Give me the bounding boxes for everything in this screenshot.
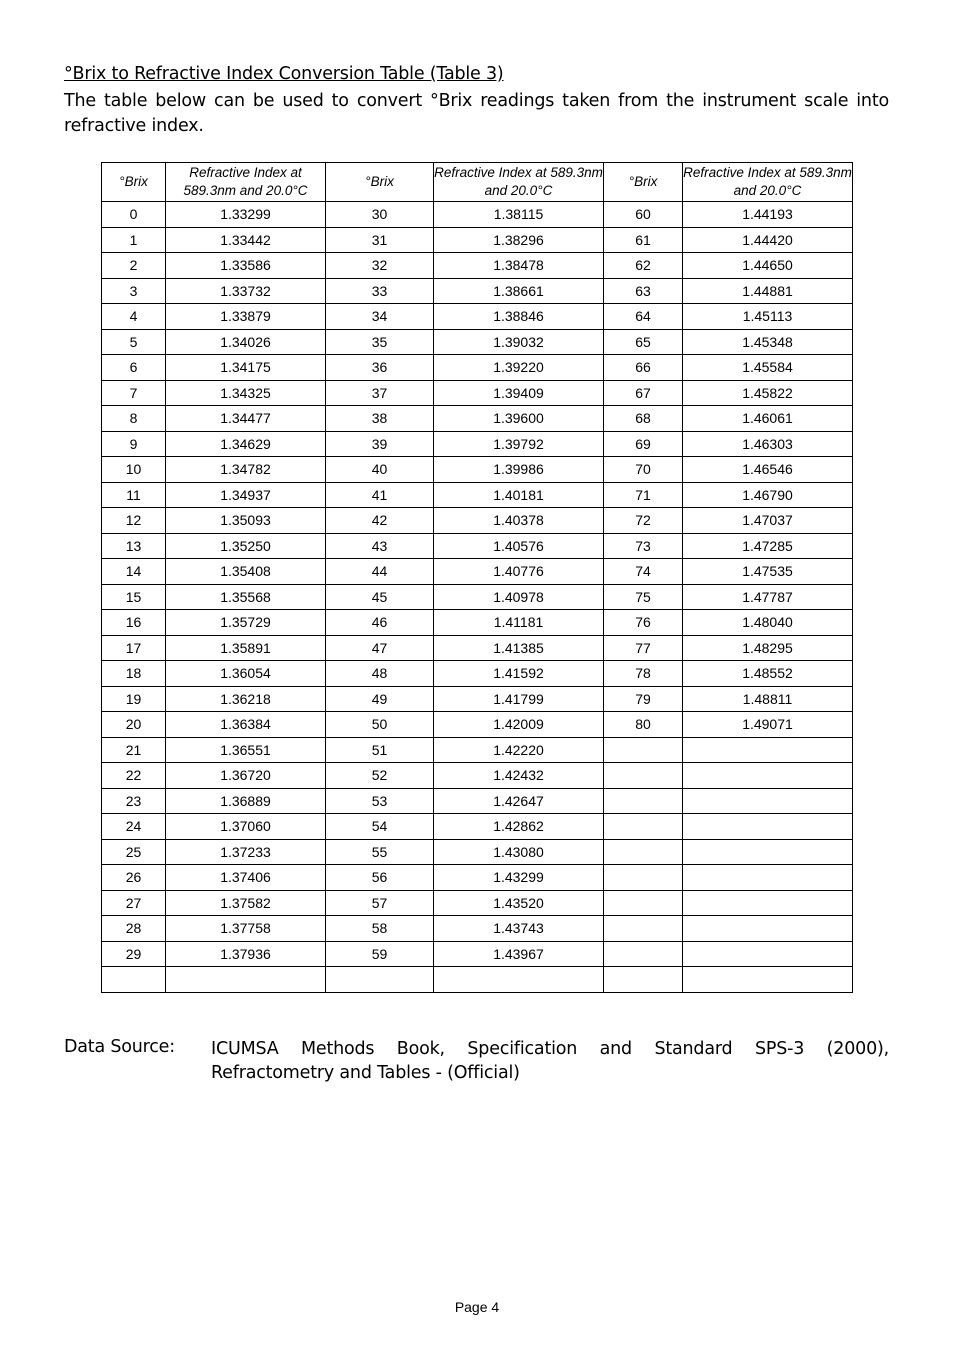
table-row: [102, 814, 853, 840]
brix-cell: 2: [102, 253, 166, 279]
brix-cell: 58: [326, 916, 434, 942]
table-row: [102, 202, 853, 228]
brix-cell: 61: [604, 227, 683, 253]
table-row: [102, 712, 853, 738]
table-row: [102, 253, 853, 279]
brix-cell: 68: [604, 406, 683, 432]
brix-cell: 32: [326, 253, 434, 279]
refractive-index-cell: [683, 941, 853, 967]
refractive-index-cell: 1.34782: [166, 457, 326, 483]
table-row: [102, 635, 853, 661]
refractive-index-cell: [683, 814, 853, 840]
brix-cell: [604, 788, 683, 814]
brix-cell: [102, 967, 166, 993]
brix-conversion-table: [101, 162, 853, 993]
intro-paragraph: The table below can be used to convert °Brix readings taken from the instrument scale into refractive index.: [64, 91, 889, 136]
refractive-index-cell: 1.39600: [434, 406, 604, 432]
page-title: °Brix to Refractive Index Conversion Table (Table 3): [64, 64, 504, 84]
refractive-index-cell: [683, 890, 853, 916]
brix-cell: 44: [326, 559, 434, 585]
brix-cell: 40: [326, 457, 434, 483]
refractive-index-cell: 1.41385: [434, 635, 604, 661]
refractive-index-cell: 1.43520: [434, 890, 604, 916]
refractive-index-cell: 1.42862: [434, 814, 604, 840]
brix-cell: 57: [326, 890, 434, 916]
brix-cell: 34: [326, 304, 434, 330]
brix-cell: 20: [102, 712, 166, 738]
refractive-index-cell: 1.39409: [434, 380, 604, 406]
brix-cell: 62: [604, 253, 683, 279]
refractive-index-cell: 1.42432: [434, 763, 604, 789]
refractive-index-cell: [166, 967, 326, 993]
brix-cell: 63: [604, 278, 683, 304]
refractive-index-cell: [434, 967, 604, 993]
refractive-index-cell: [683, 967, 853, 993]
brix-cell: 23: [102, 788, 166, 814]
brix-cell: 41: [326, 482, 434, 508]
refractive-index-cell: 1.45348: [683, 329, 853, 355]
brix-cell: 7: [102, 380, 166, 406]
refractive-index-cell: 1.40576: [434, 533, 604, 559]
refractive-index-cell: 1.36889: [166, 788, 326, 814]
table-row: [102, 457, 853, 483]
brix-cell: 45: [326, 584, 434, 610]
refractive-index-cell: 1.40978: [434, 584, 604, 610]
table-row: [102, 941, 853, 967]
header-refractive-index: Refractive Index at 589.3nm and 20.0°C: [166, 163, 326, 202]
brix-cell: 25: [102, 839, 166, 865]
brix-cell: 77: [604, 635, 683, 661]
refractive-index-cell: 1.48040: [683, 610, 853, 636]
brix-cell: [604, 916, 683, 942]
brix-cell: 46: [326, 610, 434, 636]
brix-cell: 9: [102, 431, 166, 457]
refractive-index-cell: 1.34937: [166, 482, 326, 508]
brix-cell: 75: [604, 584, 683, 610]
table-row: [102, 380, 853, 406]
brix-cell: 31: [326, 227, 434, 253]
table-row: [102, 916, 853, 942]
refractive-index-cell: 1.35891: [166, 635, 326, 661]
brix-cell: [326, 967, 434, 993]
brix-cell: 18: [102, 661, 166, 687]
brix-cell: 42: [326, 508, 434, 534]
header-brix: °Brix: [102, 163, 166, 202]
refractive-index-cell: 1.40776: [434, 559, 604, 585]
refractive-index-cell: 1.36218: [166, 686, 326, 712]
brix-cell: 80: [604, 712, 683, 738]
refractive-index-cell: 1.34026: [166, 329, 326, 355]
brix-cell: 78: [604, 661, 683, 687]
table-row: [102, 686, 853, 712]
table-row: [102, 865, 853, 891]
refractive-index-cell: 1.34477: [166, 406, 326, 432]
brix-cell: 27: [102, 890, 166, 916]
refractive-index-cell: 1.40181: [434, 482, 604, 508]
brix-cell: 65: [604, 329, 683, 355]
refractive-index-cell: 1.33879: [166, 304, 326, 330]
brix-cell: 35: [326, 329, 434, 355]
brix-cell: 76: [604, 610, 683, 636]
brix-cell: 71: [604, 482, 683, 508]
refractive-index-cell: 1.35250: [166, 533, 326, 559]
refractive-index-cell: 1.41592: [434, 661, 604, 687]
refractive-index-cell: [683, 763, 853, 789]
refractive-index-cell: [683, 788, 853, 814]
refractive-index-cell: 1.33442: [166, 227, 326, 253]
table-row: [102, 329, 853, 355]
refractive-index-cell: 1.39220: [434, 355, 604, 381]
brix-cell: [604, 941, 683, 967]
brix-cell: [604, 865, 683, 891]
brix-cell: 21: [102, 737, 166, 763]
header-refractive-index: Refractive Index at 589.3nm and 20.0°C: [434, 163, 604, 202]
refractive-index-cell: 1.48811: [683, 686, 853, 712]
refractive-index-cell: 1.34175: [166, 355, 326, 381]
refractive-index-cell: 1.45822: [683, 380, 853, 406]
table-header-row: [102, 163, 853, 202]
brix-cell: 36: [326, 355, 434, 381]
refractive-index-cell: 1.37060: [166, 814, 326, 840]
brix-cell: 47: [326, 635, 434, 661]
brix-cell: [604, 737, 683, 763]
table-row: [102, 482, 853, 508]
refractive-index-cell: 1.41181: [434, 610, 604, 636]
refractive-index-cell: 1.35408: [166, 559, 326, 585]
header-brix: °Brix: [326, 163, 434, 202]
brix-cell: 26: [102, 865, 166, 891]
refractive-index-cell: 1.33732: [166, 278, 326, 304]
refractive-index-cell: 1.37406: [166, 865, 326, 891]
brix-cell: 1: [102, 227, 166, 253]
table-row: [102, 278, 853, 304]
brix-cell: [604, 839, 683, 865]
header-brix: °Brix: [604, 163, 683, 202]
brix-cell: 29: [102, 941, 166, 967]
refractive-index-cell: 1.38115: [434, 202, 604, 228]
refractive-index-cell: [683, 737, 853, 763]
brix-cell: 19: [102, 686, 166, 712]
table-body: [102, 202, 853, 993]
table-row: [102, 584, 853, 610]
brix-cell: 11: [102, 482, 166, 508]
brix-cell: 15: [102, 584, 166, 610]
brix-cell: 48: [326, 661, 434, 687]
refractive-index-cell: 1.40378: [434, 508, 604, 534]
refractive-index-cell: 1.43299: [434, 865, 604, 891]
brix-cell: 56: [326, 865, 434, 891]
refractive-index-cell: 1.46061: [683, 406, 853, 432]
refractive-index-cell: 1.35093: [166, 508, 326, 534]
table-row: [102, 355, 853, 381]
refractive-index-cell: 1.34325: [166, 380, 326, 406]
refractive-index-cell: 1.44420: [683, 227, 853, 253]
brix-cell: 60: [604, 202, 683, 228]
table-row: [102, 610, 853, 636]
refractive-index-cell: 1.38846: [434, 304, 604, 330]
brix-cell: 16: [102, 610, 166, 636]
refractive-index-cell: 1.47787: [683, 584, 853, 610]
brix-cell: 13: [102, 533, 166, 559]
brix-cell: 6: [102, 355, 166, 381]
brix-cell: 37: [326, 380, 434, 406]
refractive-index-cell: 1.38478: [434, 253, 604, 279]
table-row: [102, 967, 853, 993]
refractive-index-cell: 1.45584: [683, 355, 853, 381]
brix-cell: 74: [604, 559, 683, 585]
brix-cell: 22: [102, 763, 166, 789]
refractive-index-cell: 1.48552: [683, 661, 853, 687]
brix-cell: [604, 763, 683, 789]
brix-cell: 14: [102, 559, 166, 585]
refractive-index-cell: 1.42009: [434, 712, 604, 738]
refractive-index-cell: 1.36054: [166, 661, 326, 687]
brix-cell: 59: [326, 941, 434, 967]
brix-cell: 5: [102, 329, 166, 355]
brix-cell: 64: [604, 304, 683, 330]
refractive-index-cell: 1.38661: [434, 278, 604, 304]
table-row: [102, 559, 853, 585]
brix-cell: 53: [326, 788, 434, 814]
brix-cell: 3: [102, 278, 166, 304]
refractive-index-cell: 1.46546: [683, 457, 853, 483]
refractive-index-cell: [683, 865, 853, 891]
brix-cell: 50: [326, 712, 434, 738]
brix-cell: 38: [326, 406, 434, 432]
table-row: [102, 737, 853, 763]
refractive-index-cell: 1.43080: [434, 839, 604, 865]
refractive-index-cell: 1.47037: [683, 508, 853, 534]
refractive-index-cell: 1.49071: [683, 712, 853, 738]
refractive-index-cell: 1.36551: [166, 737, 326, 763]
table-row: [102, 661, 853, 687]
refractive-index-cell: 1.37936: [166, 941, 326, 967]
page-number: Page 4: [454, 1299, 500, 1315]
table-row: [102, 431, 853, 457]
brix-cell: 51: [326, 737, 434, 763]
refractive-index-cell: 1.34629: [166, 431, 326, 457]
brix-cell: 79: [604, 686, 683, 712]
brix-cell: 49: [326, 686, 434, 712]
table-row: [102, 304, 853, 330]
table-row: [102, 763, 853, 789]
refractive-index-cell: [683, 916, 853, 942]
table-row: [102, 508, 853, 534]
brix-cell: 67: [604, 380, 683, 406]
table-row: [102, 533, 853, 559]
refractive-index-cell: 1.47285: [683, 533, 853, 559]
table-row: [102, 839, 853, 865]
refractive-index-cell: 1.42220: [434, 737, 604, 763]
refractive-index-cell: 1.46303: [683, 431, 853, 457]
brix-cell: 8: [102, 406, 166, 432]
refractive-index-cell: 1.44881: [683, 278, 853, 304]
brix-cell: 24: [102, 814, 166, 840]
table-row: [102, 227, 853, 253]
refractive-index-cell: 1.48295: [683, 635, 853, 661]
refractive-index-cell: 1.33299: [166, 202, 326, 228]
refractive-index-cell: 1.39986: [434, 457, 604, 483]
brix-cell: 28: [102, 916, 166, 942]
refractive-index-cell: 1.37582: [166, 890, 326, 916]
refractive-index-cell: 1.41799: [434, 686, 604, 712]
brix-cell: 17: [102, 635, 166, 661]
refractive-index-cell: 1.46790: [683, 482, 853, 508]
brix-cell: 73: [604, 533, 683, 559]
brix-cell: 69: [604, 431, 683, 457]
brix-cell: 55: [326, 839, 434, 865]
data-source-label: Data Source:: [64, 1037, 175, 1057]
refractive-index-cell: 1.42647: [434, 788, 604, 814]
refractive-index-cell: 1.37233: [166, 839, 326, 865]
refractive-index-cell: 1.37758: [166, 916, 326, 942]
refractive-index-cell: 1.39792: [434, 431, 604, 457]
brix-cell: 10: [102, 457, 166, 483]
brix-cell: 4: [102, 304, 166, 330]
refractive-index-cell: 1.44650: [683, 253, 853, 279]
refractive-index-cell: 1.36720: [166, 763, 326, 789]
data-source-text: ICUMSA Methods Book, Specification and Standard SPS-3 (2000), Refractometry and Tables - (Official): [211, 1039, 889, 1083]
brix-cell: 33: [326, 278, 434, 304]
refractive-index-cell: 1.35568: [166, 584, 326, 610]
refractive-index-cell: 1.35729: [166, 610, 326, 636]
refractive-index-cell: 1.36384: [166, 712, 326, 738]
refractive-index-cell: 1.45113: [683, 304, 853, 330]
table-row: [102, 406, 853, 432]
brix-cell: 43: [326, 533, 434, 559]
refractive-index-cell: 1.43967: [434, 941, 604, 967]
refractive-index-cell: 1.47535: [683, 559, 853, 585]
brix-cell: 54: [326, 814, 434, 840]
refractive-index-cell: 1.33586: [166, 253, 326, 279]
refractive-index-cell: 1.38296: [434, 227, 604, 253]
refractive-index-cell: 1.39032: [434, 329, 604, 355]
brix-cell: 72: [604, 508, 683, 534]
brix-cell: 52: [326, 763, 434, 789]
header-refractive-index: Refractive Index at 589.3nm and 20.0°C: [683, 163, 853, 202]
brix-cell: [604, 814, 683, 840]
brix-cell: [604, 967, 683, 993]
brix-cell: 66: [604, 355, 683, 381]
brix-cell: 70: [604, 457, 683, 483]
brix-cell: [604, 890, 683, 916]
table-row: [102, 890, 853, 916]
brix-cell: 39: [326, 431, 434, 457]
refractive-index-cell: 1.44193: [683, 202, 853, 228]
refractive-index-cell: [683, 839, 853, 865]
brix-cell: 12: [102, 508, 166, 534]
brix-cell: 0: [102, 202, 166, 228]
brix-cell: 30: [326, 202, 434, 228]
table-row: [102, 788, 853, 814]
refractive-index-cell: 1.43743: [434, 916, 604, 942]
